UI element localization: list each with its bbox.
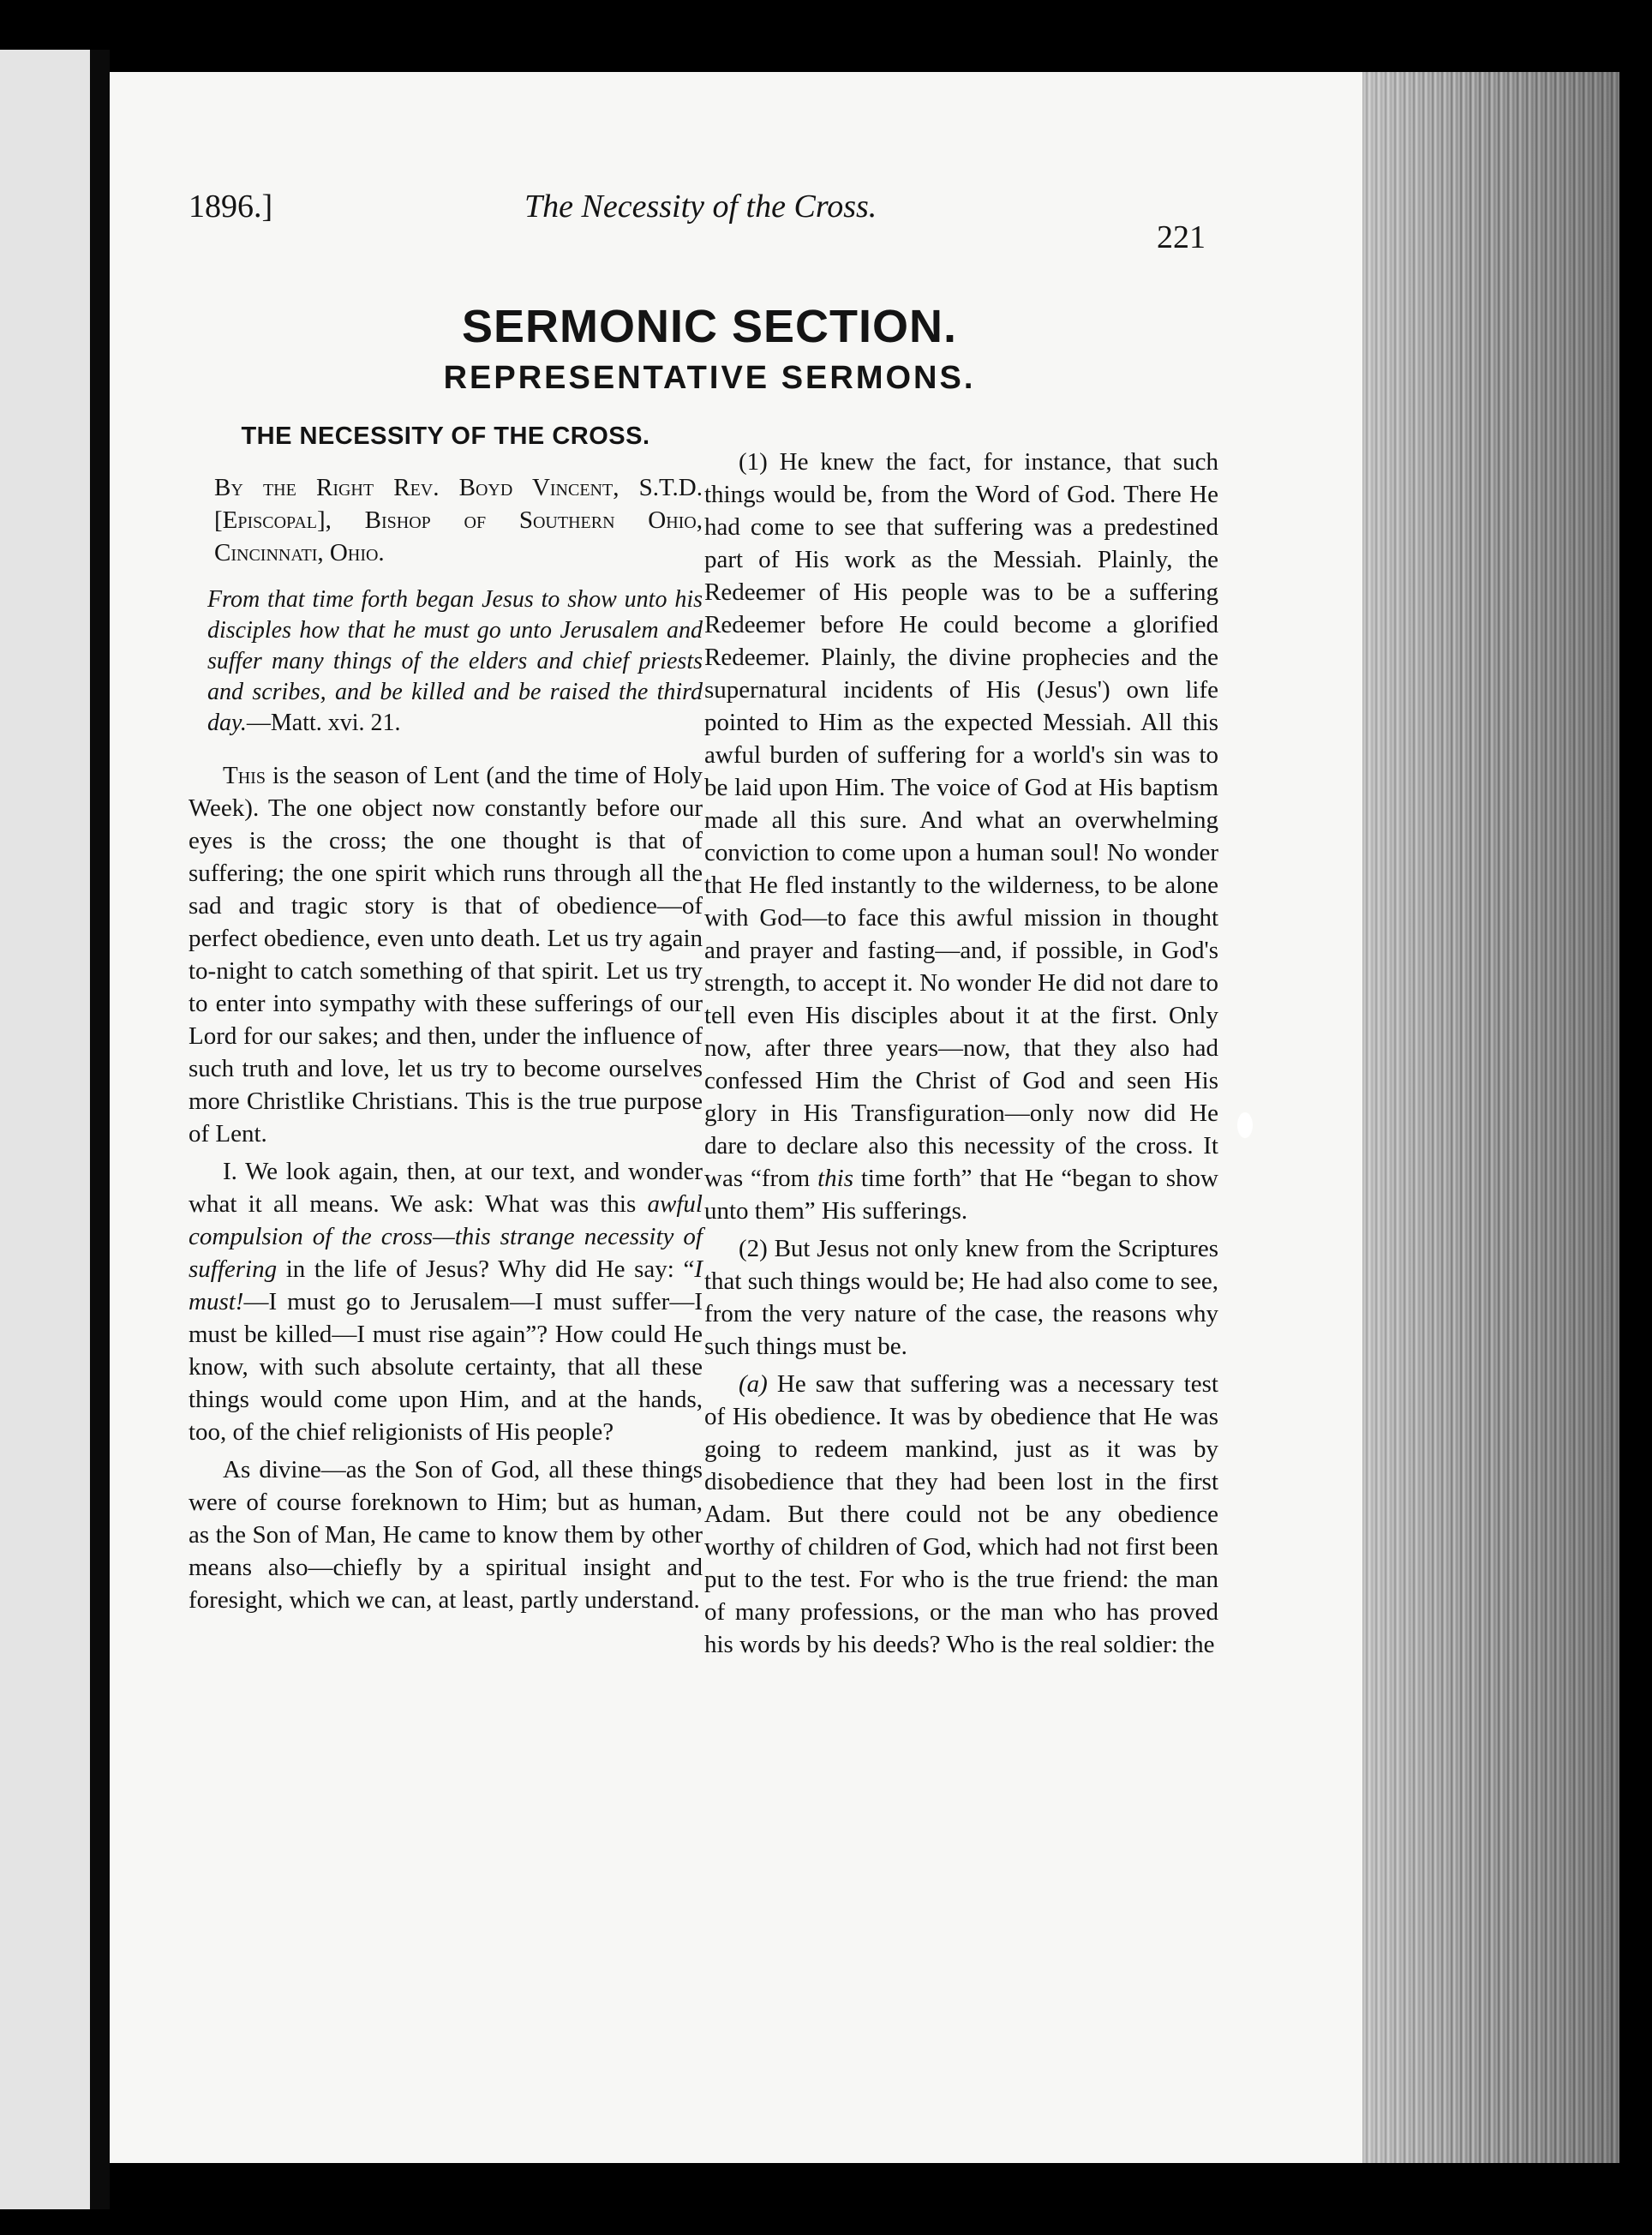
paper-blemish xyxy=(1237,1112,1253,1138)
article-title: THE NECESSITY OF THE CROSS. xyxy=(241,422,650,450)
facing-page-edge xyxy=(0,50,90,2209)
paragraph: This is the season of Lent (and the time of Holy Week). The one object now constantly before our eyes is the cross; the one thought is that of suffering; the one spirit which runs through all the sad and tragic story is that of obedience—of perfect obedience, even unto death. Let us try again to-night to catch something of that spirit. Let us try to enter into sympathy with these sufferings of our Lord for our sakes; and then, under the influence of such truth and love, let us try to become ourselves more Christlike Christians. This is the true purpose of Lent. xyxy=(189,762,703,1147)
epigraph-text: From that time forth began Jesus to show unto his disciples how that he must go unto Jerusalem and suffer many things of the elders and chief priests and scribes, and be killed and be raised the third day. xyxy=(207,586,703,736)
paragraph: (a) He saw that suffering was a necessary test of His obedience. It was by obedience that He was going to redeem mankind, just as it was by disobedience that they had been lost in the first Adam. But there could not be any obedience worthy of children of God, which had not first been put to the test. For who is the true friend: the man of many professions, or the man who has proved his words by his deeds? Who is the real soldier: the xyxy=(704,1370,1218,1658)
paragraph: As divine—as the Son of God, all these things were of course foreknown to Him; but as human, as the Son of Man, He came to know them by other means also—chiefly by a spiritual insight and foresight, which we can, at least, partly understand. xyxy=(189,1456,703,1614)
section-title: SERMONIC SECTION. xyxy=(461,301,958,352)
subsection-title: REPRESENTATIVE SERMONS. xyxy=(443,360,976,396)
paragraph: I. We look again, then, at our text, and wonder what it all means. We ask: What was this awful compulsion of the cross—this strange necessity of suffering in the life of Jesus? Why did He say: “I must!—I must go to Jerusalem—I must suffer—I must be killed—I must rise again”? How could He know, with such absolute certainty, that all these things would come upon Him, and at the hands, too, of the chief religionists of His people? xyxy=(189,1158,703,1446)
right-column xyxy=(704,446,1218,1666)
running-head-year: 1896.] xyxy=(189,189,273,225)
paragraph: (2) But Jesus not only knew from the Scriptures that such things would be; He had also come to see, from the very nature of the case, the reasons why such things must be. xyxy=(704,1235,1219,1360)
running-head-title: The Necessity of the Cross. xyxy=(524,189,877,225)
epigraph xyxy=(189,584,703,739)
byline: By the Right Rev. Boyd Vincent, S.T.D. [Episcopal], Bishop of Southern Ohio, Cincinnati, Ohio. xyxy=(214,474,703,566)
left-column xyxy=(189,420,703,1621)
paragraph: (1) He knew the fact, for instance, that such things would be, from the Word of God. There He had come to see that suffering was a predestined part of His work as the Messiah. Plainly, the Redeemer of His people was to be a suffering Redeemer before He could become a glorified Redeemer. Plainly, the divine prophecies and the supernatural incidents of His (Jesus') own life pointed to Him as the expected Messiah. All this awful burden of suffering for a world's sin was to be laid upon Him. The voice of God at His baptism made all this sure. And what an overwhelming conviction to come upon a human soul! No wonder that He fled instantly to the wilderness, to be alone with God—to face this awful mission in thought and prayer and fasting—and, if possible, in God's strength, to accept it. No wonder He did not dare to tell even His disciples about it at the first. Only now, after three years—now, that they also had confessed Him the Christ of God and seen His glory in His Transfiguration—only now did He dare to declare also this necessity of the cross. It was “from this time forth” that He “began to show unto them” His sufferings. xyxy=(704,448,1218,1225)
epigraph-reference: —Matt. xvi. 21. xyxy=(246,710,401,736)
book-gutter xyxy=(90,50,110,2209)
page-number: 221 xyxy=(1157,219,1206,255)
